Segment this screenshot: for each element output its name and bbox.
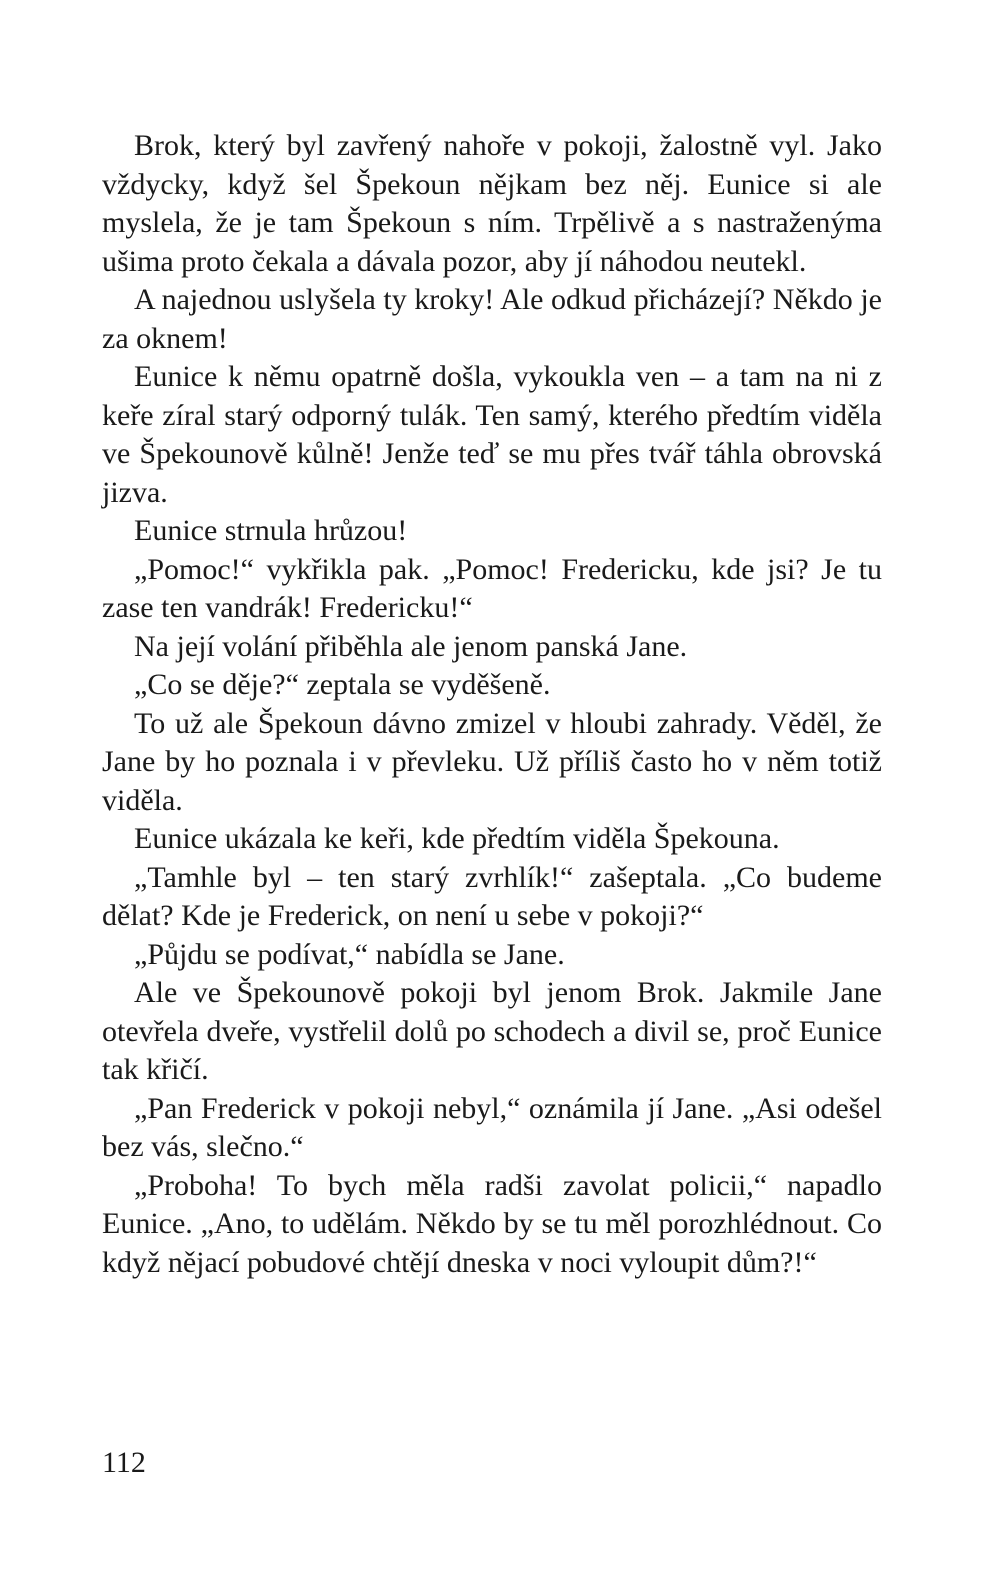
paragraph: „Proboha! To bych měla radši zavolat policii,“ napadlo Eunice. „Ano, to udělám. Někdo by se tu měl porozhlédnout. Co když nějací pobudové chtějí dneska v noci vyloupit dům?!“: [102, 1168, 882, 1279]
paragraph: „Tamhle byl – ten starý zvrhlík!“ zašeptala. „Co budeme dělat? Kde je Frederick, on není u sebe v pokoji?“: [102, 860, 882, 932]
paragraph: Ale ve Špekounově pokoji byl jenom Brok. Jakmile Jane otevřela dveře, vystřelil dolů po schodech a divil se, proč Eunice tak křičí.: [102, 976, 882, 1086]
paragraph: „Pomoc!“ vykřikla pak. „Pomoc! Fredericku, kde jsi? Je tu zase ten vandrák! Fredericku!“: [102, 552, 882, 624]
paragraph: To už ale Špekoun dávno zmizel v hloubi zahrady. Věděl, že Jane by ho poznala i v převleku. Už příliš často ho v něm totiž viděla.: [102, 706, 882, 817]
paragraph: „Pan Frederick v pokoji nebyl,“ oznámila jí Jane. „Asi odešel bez vás, slečno.“: [102, 1091, 882, 1163]
paragraph: Eunice strnula hrůzou!: [134, 514, 408, 547]
paragraph: Eunice k němu opatrně došla, vykoukla ven – a tam na ni z keře zíral starý odporný tulák. Ten samý, kterého předtím viděla ve Špekounově kůlně! Jenže teď se mu přes tvář táhla obrovská jizva.: [102, 360, 882, 509]
page-number: 112: [102, 1446, 146, 1479]
paragraph: Na její volání přiběhla ale jenom panská Jane.: [134, 629, 688, 663]
paragraph: Eunice ukázala ke keři, kde předtím viděla Špekouna.: [134, 822, 780, 855]
paragraph: „Půjdu se podívat,“ nabídla se Jane.: [134, 937, 565, 971]
paragraph: Brok, který byl zavřený nahoře v pokoji, žalostně vyl. Jako vždycky, když šel Špekoun nějkam bez něj. Eunice si ale myslela, že je tam Špekoun s ním. Trpělivě a s nastraženýma ušima proto čekala a dávala pozor, aby jí náhodou neutekl.: [102, 129, 882, 278]
paragraph: „Co se děje?“ zeptala se vyděšeně.: [134, 668, 551, 701]
body-text: [102, 127, 882, 1282]
paragraph: A najednou uslyšela ty kroky! Ale odkud přicházejí? Někdo je za oknem!: [102, 283, 882, 355]
